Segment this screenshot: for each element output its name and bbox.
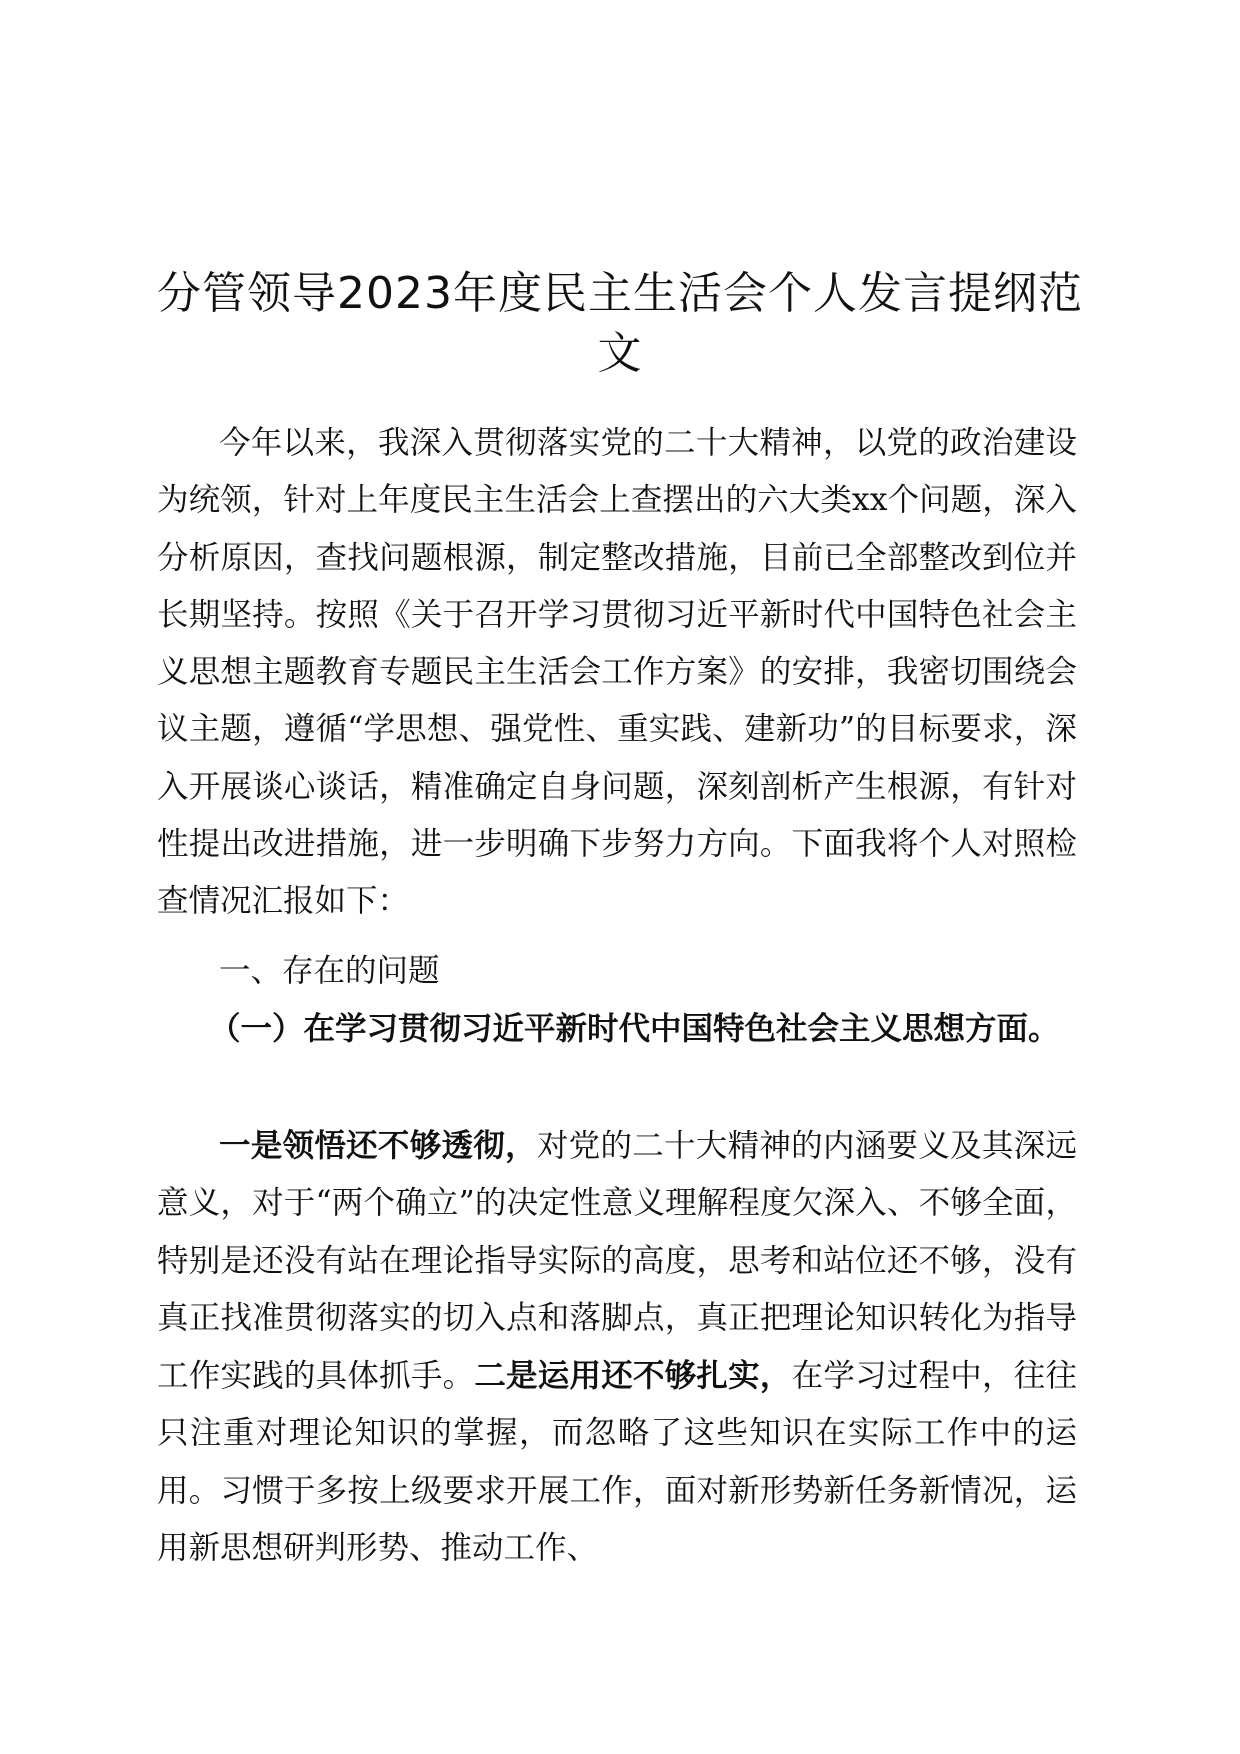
point2-text: 在学习过程中，往往只注重对理论知识的掌握，而忽略了这些知识在实际工作中的运用。习惯于多按上级要求开展工作，面对新形势新任务新情况，运用新思想研判形势、推动工作、: [157, 1358, 1077, 1567]
section-heading: 一、存在的问题: [219, 953, 440, 989]
problem-points-paragraph: [157, 1117, 1077, 1577]
point2-lead: 二是运用还不够扎实，: [474, 1357, 792, 1395]
intro-paragraph: 今年以来，我深入贯彻落实党的二十大精神，以党的政治建设为统领，针对上年度民主生活会上查摆出的六大类xx个问题，深入分析原因，查找问题根源，制定整改措施，目前已全部整改到位并长期坚持。按照《关于召开学习贯彻习近平新时代中国特色社会主义思想主题教育专题民主生活会工作方案》的安排，我密切围绕会议主题，遵循“学思想、强党性、重实践、建新功”的目标要求，深入开展谈心谈话，精准确定自身问题，深刻剖析产生根源，有针对性提出改进措施，进一步明确下步努力方向。下面我将个人对照检查情况汇报如下：: [157, 425, 1077, 920]
point1-lead: 一是领悟还不够透彻，: [219, 1127, 537, 1164]
point1-text: 对党的二十大精神的内涵要义及其深远意义，对于“两个确立”的决定性意义理解程度欠深入、不够全面，特别是还没有站在理论指导实际的高度，思考和站位还不够，没有真正找准贯彻落实的切入点和落脚点，真正把理论知识转化为指导工作实践的具体抓手。: [157, 1128, 1077, 1395]
subsection-heading: （一）在学习贯彻习近平新时代中国特色社会主义思想方面。: [209, 1010, 1060, 1047]
document-title: 分管领导2023年度民主生活会个人发言提纲范文: [157, 268, 1083, 379]
